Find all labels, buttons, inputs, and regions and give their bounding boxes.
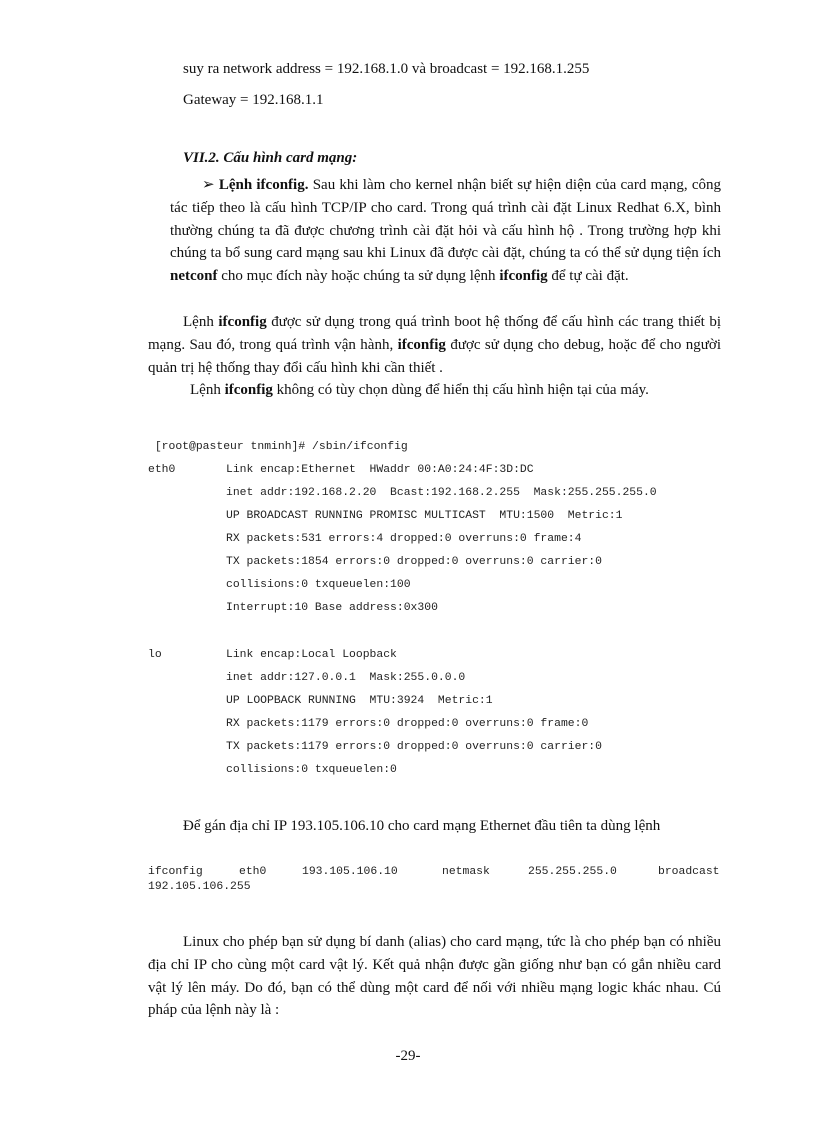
assign-ip-paragraph: Để gán địa chỉ IP 193.105.106.10 cho card mạng Ethernet đầu tiên ta dùng lệnh <box>183 818 661 834</box>
page-number: -29- <box>395 1048 421 1064</box>
bullet-arrow-icon: ➢ <box>202 177 215 193</box>
interface-label: eth0 <box>148 464 176 476</box>
interface-label: lo <box>148 649 162 661</box>
gateway-line: Gateway = 192.168.1.1 <box>183 92 324 108</box>
alias-paragraph: Linux cho phép bạn sử dụng bí danh (alias) cho card mạng, tức là cho phép bạn có nhiều địa chỉ IP cho cùng một card vật lý. Kết quả nhận được gần giống như bạn có gắn nhiều card vật lý lên máy. Do đó, bạn có thể dùng một card để nối với nhiều mạng logic khác nhau. Cú pháp của lệnh này là : <box>148 934 721 1019</box>
bullet-paragraph: ➢ Lệnh ifconfig. Sau khi làm cho kernel nhận biết sự hiện diện của card mạng, công tác tiếp theo là cấu hình TCP/IP cho card. Trong quá trình cài đặt Linux Redhat 6.X, bình thường chúng ta đã được chương trình cài đặt hỏi và cấu hình hộ . Trong trường hợp khi chúng ta bổ sung card mạng sau khi Linux đã được cài đặt, chúng ta có thể sử dụng tiện ích netconf cho mục đích này hoặc chúng ta sử dụng lệnh ifconfig để tự cài đặt. <box>170 177 721 285</box>
ifconfig-boot-paragraph: Lệnh ifconfig được sử dụng trong quá trình boot hệ thống để cấu hình các trang thiết bị mạng. Sau đó, trong quá trình vận hành, ifconfig được sử dụng cho debug, hoặc để cho người quản trị hệ thống thay đổi cấu hình khi cần thiết . <box>148 314 722 376</box>
ifconfig-display-paragraph: Lệnh ifconfig không có tùy chọn dùng để hiển thị cấu hình hiện tại của máy. <box>190 382 649 398</box>
section-heading: VII.2. Cấu hình card mạng: <box>183 150 358 166</box>
bullet-title: Lệnh ifconfig. <box>218 177 309 193</box>
network-address-line: suy ra network address = 192.168.1.0 và broadcast = 192.168.1.255 <box>183 61 590 77</box>
